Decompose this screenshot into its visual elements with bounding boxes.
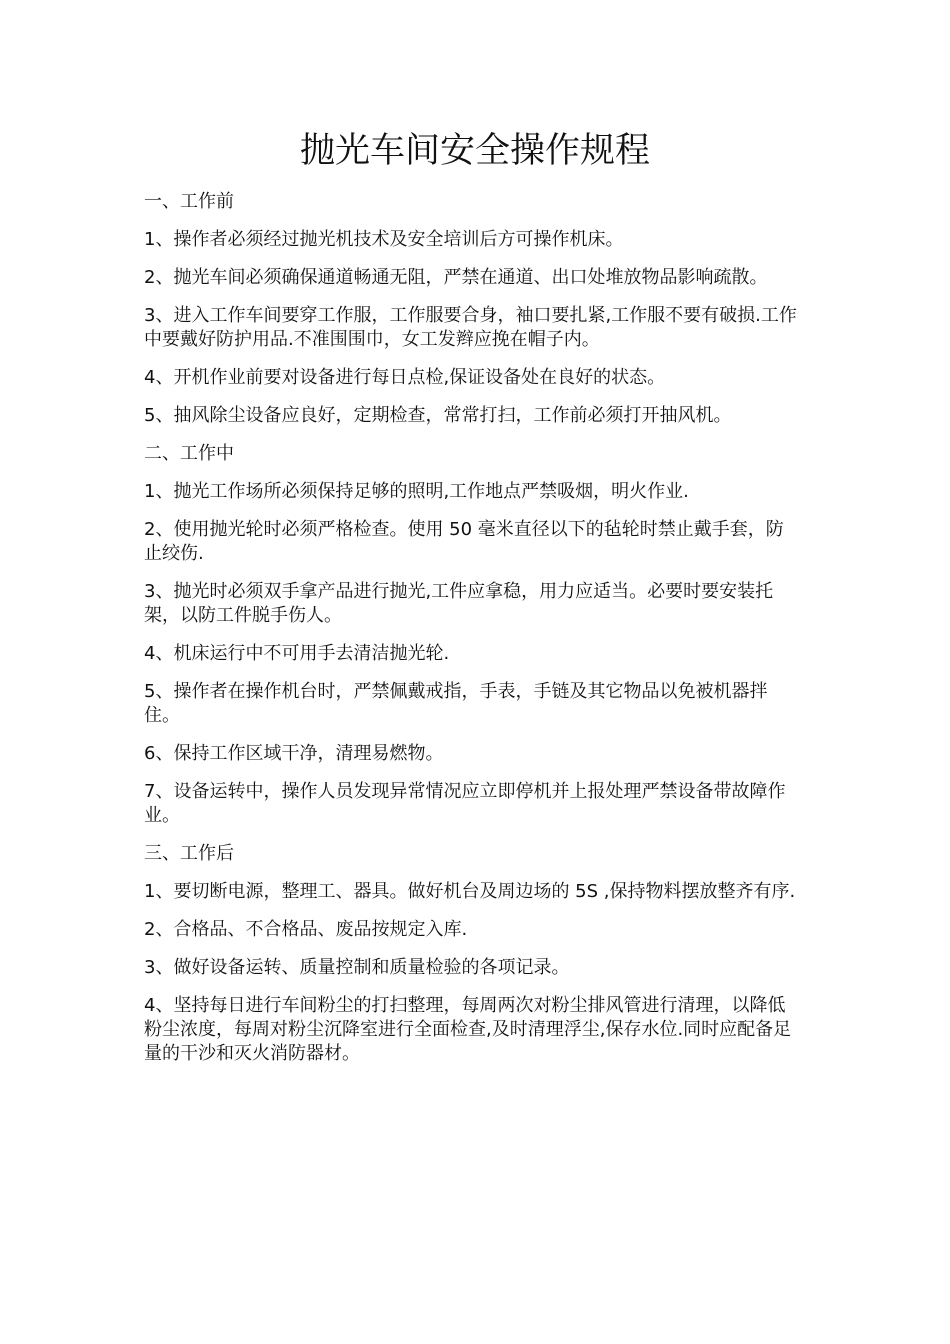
rule-item: 4、坚持每日进行车间粉尘的打扫整理，每周两次对粉尘排风管进行清理，以降低粉尘浓度，每周对粉尘沉降室进行全面检查,及时清理浮尘,保存水位.同时应配备足量的干沙和灭火消防器材。: [144, 995, 792, 1064]
section-heading-before-work: 一、工作前: [144, 191, 234, 212]
rule-item: 2、合格品、不合格品、废品按规定入库.: [144, 919, 468, 940]
rule-item: 1、操作者必须经过抛光机技术及安全培训后方可操作机床。: [144, 229, 624, 250]
rule-item: 6、保持工作区域干净，清理易燃物。: [144, 743, 444, 764]
rule-item: 4、机床运行中不可用手去清洁抛光轮.: [144, 643, 450, 664]
rule-item: 7、设备运转中，操作人员发现异常情况应立即停机并上报处理严禁设备带故障作业。: [144, 781, 786, 826]
rule-item: 3、做好设备运转、质量控制和质量检验的各项记录。: [144, 957, 570, 978]
rule-item: 2、使用抛光轮时必须严格检查。使用 50 毫米直径以下的毡轮时禁止戴手套，防止绞伤.: [144, 519, 784, 564]
rule-item: 1、抛光工作场所必须保持足够的照明,工作地点严禁吸烟，明火作业.: [144, 481, 689, 502]
rule-item: 2、抛光车间必须确保通道畅通无阻，严禁在通道、出口处堆放物品影响疏散。: [144, 267, 768, 288]
document-title: 抛光车间安全操作规程: [299, 131, 650, 171]
rule-item: 3、抛光时必须双手拿产品进行抛光,工件应拿稳，用力应适当。必要时要安装托架，以防工件脱手伤人。: [144, 581, 774, 626]
section-heading-after-work: 三、工作后: [144, 843, 234, 864]
rule-item: 4、开机作业前要对设备进行每日点检,保证设备处在良好的状态。: [144, 367, 666, 388]
rule-item: 3、进入工作车间要穿工作服，工作服要合身，袖口要扎紧,工作服不要有破损.工作中要戴好防护用品.不准围围巾，女工发辫应挽在帽子内。: [144, 305, 797, 350]
section-heading-during-work: 二、工作中: [144, 443, 234, 464]
document-body: [144, 190, 800, 1080]
rule-item: 5、抽风除尘设备应良好，定期检查，常常打扫，工作前必须打开抽风机。: [144, 405, 732, 426]
rule-item: 1、要切断电源，整理工、器具。做好机台及周边场的 5S ,保持物料摆放整齐有序.: [144, 881, 796, 902]
rule-item: 5、操作者在操作机台时，严禁佩戴戒指，手表，手链及其它物品以免被机器拌住。: [144, 681, 768, 726]
